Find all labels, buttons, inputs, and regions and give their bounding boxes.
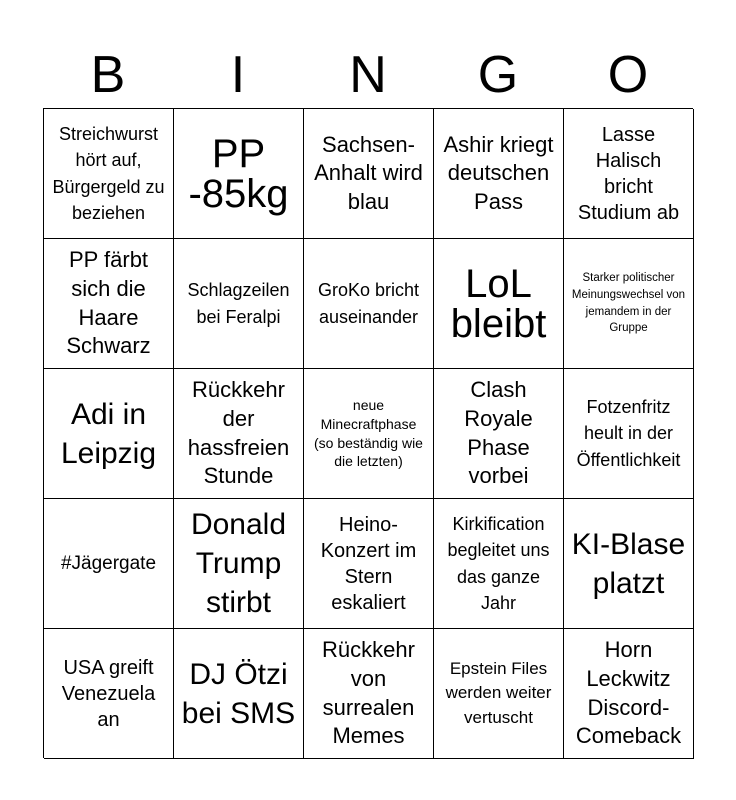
cell-text: GroKo bricht auseinander <box>317 280 420 327</box>
cell-text: LoL bleibt <box>450 261 547 346</box>
bingo-cell-r2c5[interactable] <box>564 239 694 369</box>
cell-text: PP -85kg <box>188 131 289 216</box>
cell-text: Streichwurst hört auf, Bürgergeld zu beziehen <box>52 124 165 223</box>
bingo-cell-r4c5[interactable] <box>564 499 694 629</box>
cell-text: Clash Royale Phase vorbei <box>464 377 533 489</box>
header-letter-i: I <box>230 46 246 104</box>
bingo-cell-r4c4[interactable] <box>434 499 564 629</box>
cell-text: Starker politischer Meinungswechsel von jemandem in der Gruppe <box>571 272 686 335</box>
bingo-cell-r5c5[interactable] <box>564 629 694 759</box>
bingo-cell-r3c4[interactable] <box>434 369 564 499</box>
cell-text: PP färbt sich die Haare Schwarz <box>66 247 151 359</box>
bingo-cell-r5c2[interactable] <box>174 629 304 759</box>
cell-text: Kirkification begleitet uns das ganze Jahr <box>447 514 550 613</box>
cell-text: USA greift Venezuela an <box>61 656 156 731</box>
cell-text: Ashir kriegt deutschen Pass <box>443 131 554 214</box>
bingo-cell-r2c3[interactable] <box>304 239 434 369</box>
bingo-cell-r4c3[interactable] <box>304 499 434 629</box>
bingo-grid <box>43 108 693 758</box>
cell-text: Horn Leckwitz Discord-Comeback <box>575 637 682 749</box>
bingo-cell-r1c1[interactable] <box>44 109 174 239</box>
header-letter-n: N <box>349 46 387 104</box>
cell-text: Rückkehr der hassfreien Stunde <box>187 377 290 489</box>
cell-text: #Jägergate <box>60 552 157 574</box>
bingo-cell-r3c5[interactable] <box>564 369 694 499</box>
bingo-cell-r1c3[interactable] <box>304 109 434 239</box>
bingo-cell-r3c1[interactable] <box>44 369 174 499</box>
bingo-cell-r3c3[interactable] <box>304 369 434 499</box>
cell-text: Lasse Halisch bricht Studium ab <box>577 123 680 224</box>
cell-text: Fotzenfritz heult in der Öffentlichkeit <box>576 397 681 470</box>
bingo-cell-r3c2[interactable] <box>174 369 304 499</box>
cell-text: Donald Trump stirbt <box>190 508 287 619</box>
bingo-header <box>43 42 693 108</box>
bingo-cell-r5c3[interactable] <box>304 629 434 759</box>
cell-text: Epstein Files werden weiter vertuscht <box>445 658 552 727</box>
header-letter-o: O <box>607 46 649 104</box>
bingo-cell-r2c1[interactable] <box>44 239 174 369</box>
bingo-cell-r2c2[interactable] <box>174 239 304 369</box>
bingo-cell-r1c5[interactable] <box>564 109 694 239</box>
header-letter-b: B <box>90 46 126 104</box>
bingo-cell-r1c2[interactable] <box>174 109 304 239</box>
cell-text: Heino-Konzert im Stern eskaliert <box>320 513 417 614</box>
cell-text: Rückkehr von surrealen Memes <box>322 637 415 749</box>
cell-text: Schlagzeilen bei Feralpi <box>187 280 290 327</box>
cell-text: Adi in Leipzig <box>60 397 157 470</box>
bingo-cell-r2c4[interactable] <box>434 239 564 369</box>
bingo-cell-r4c2[interactable] <box>174 499 304 629</box>
cell-text: neue Minecraftphase (so beständig wie die letzten) <box>314 396 423 470</box>
header-letter-g: G <box>477 46 519 104</box>
bingo-cell-r5c1[interactable] <box>44 629 174 759</box>
bingo-cell-r1c4[interactable] <box>434 109 564 239</box>
bingo-cell-r4c1[interactable] <box>44 499 174 629</box>
cell-text: KI-Blase platzt <box>571 527 686 600</box>
cell-text: DJ Ötzi bei SMS <box>181 657 296 730</box>
bingo-cell-r5c4[interactable] <box>434 629 564 759</box>
cell-text: Sachsen-Anhalt wird blau <box>314 131 423 214</box>
